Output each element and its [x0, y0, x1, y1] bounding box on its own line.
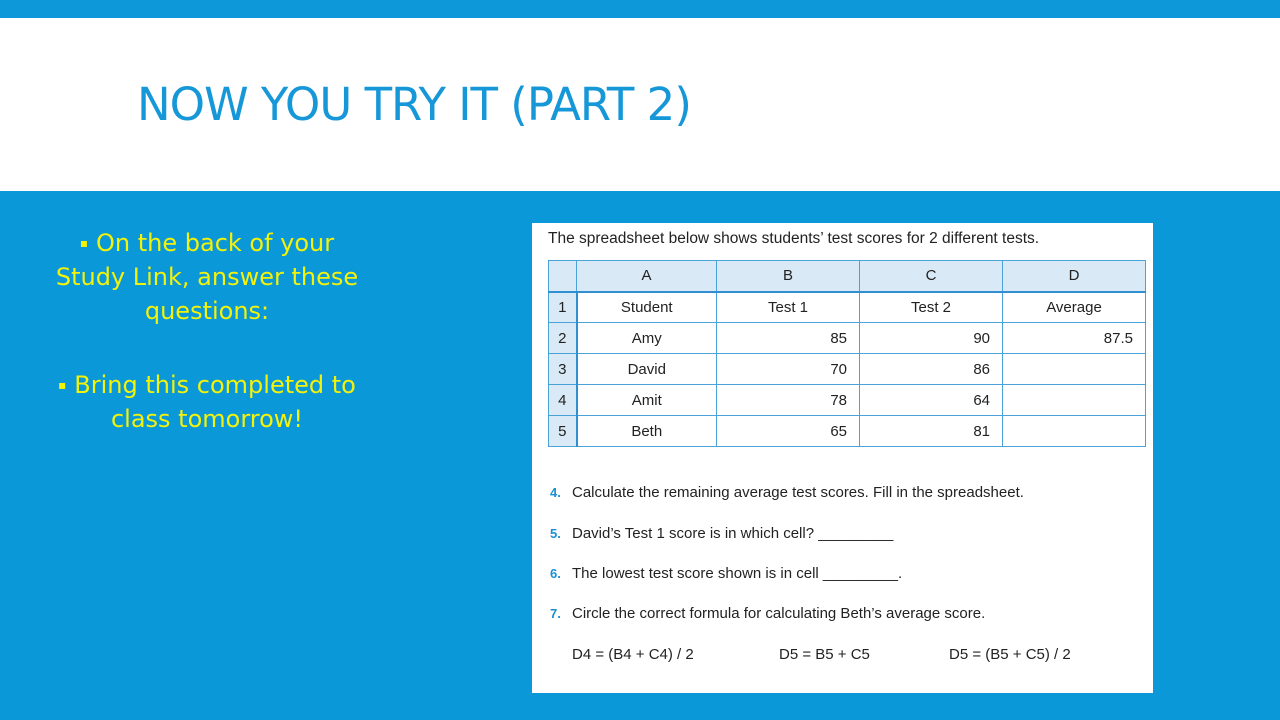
cell-b3: 70 [717, 354, 860, 385]
table-row [549, 385, 1146, 416]
worksheet-intro: The spreadsheet below shows students’ test scores for 2 different tests. [548, 230, 1040, 247]
cell-c4: 64 [860, 385, 1003, 416]
question-text: The lowest test score shown is in cell _________. [572, 565, 903, 582]
question-number: 4. [550, 485, 561, 500]
column-header-row [549, 261, 1146, 292]
question-4 [550, 484, 1024, 501]
cell-d1: Average [1003, 292, 1146, 323]
slide-title: NOW YOU TRY IT (PART 2) [137, 78, 691, 131]
bullet-item [52, 368, 362, 436]
table-row [549, 354, 1146, 385]
cell-d4 [1003, 385, 1146, 416]
column-header-d: D [1003, 261, 1146, 292]
cell-c3: 86 [860, 354, 1003, 385]
bullet-item [52, 226, 362, 328]
question-5 [550, 525, 893, 542]
spreadsheet-table [548, 260, 1146, 447]
question-6 [550, 565, 902, 582]
cell-b5: 65 [717, 416, 860, 447]
worksheet-image [532, 223, 1153, 693]
cell-d5 [1003, 416, 1146, 447]
question-number: 7. [550, 606, 561, 621]
cell-b1: Test 1 [717, 292, 860, 323]
bullet-text: Bring this completed to class tomorrow! [74, 371, 356, 433]
bullet-text: On the back of your Study Link, answer these questions: [55, 229, 359, 325]
question-number: 5. [550, 526, 561, 541]
cell-a2: Amy [577, 323, 717, 354]
column-header-a: A [577, 261, 717, 292]
row-number: 1 [549, 292, 577, 323]
question-text: David’s Test 1 score is in which cell? _________ [572, 525, 894, 542]
question-text: Calculate the remaining average test scores. Fill in the spreadsheet. [572, 484, 1024, 501]
row-number: 3 [549, 354, 577, 385]
cell-a3: David [577, 354, 717, 385]
question-number: 6. [550, 566, 561, 581]
bullet-square-icon: ▪ [58, 378, 67, 392]
corner-cell [549, 261, 577, 292]
table-row [549, 292, 1146, 323]
column-header-b: B [717, 261, 860, 292]
cell-a1: Student [577, 292, 717, 323]
cell-c1: Test 2 [860, 292, 1003, 323]
row-number: 4 [549, 385, 577, 416]
cell-a4: Amit [577, 385, 717, 416]
top-accent-strip [0, 0, 1280, 18]
formula-option: D5 = B5 + C5 [779, 646, 870, 663]
table-row [549, 323, 1146, 354]
row-number: 5 [549, 416, 577, 447]
question-7 [550, 605, 985, 622]
cell-d2: 87.5 [1003, 323, 1146, 354]
question-text: Circle the correct formula for calculating Beth’s average score. [572, 605, 986, 622]
cell-d3 [1003, 354, 1146, 385]
cell-b2: 85 [717, 323, 860, 354]
bullet-list [52, 226, 362, 436]
cell-b4: 78 [717, 385, 860, 416]
row-number: 2 [549, 323, 577, 354]
cell-c5: 81 [860, 416, 1003, 447]
column-header-c: C [860, 261, 1003, 292]
cell-a5: Beth [577, 416, 717, 447]
formula-option: D4 = (B4 + C4) / 2 [572, 646, 694, 663]
bullet-square-icon: ▪ [79, 236, 88, 250]
formula-option: D5 = (B5 + C5) / 2 [949, 646, 1071, 663]
table-row [549, 416, 1146, 447]
cell-c2: 90 [860, 323, 1003, 354]
